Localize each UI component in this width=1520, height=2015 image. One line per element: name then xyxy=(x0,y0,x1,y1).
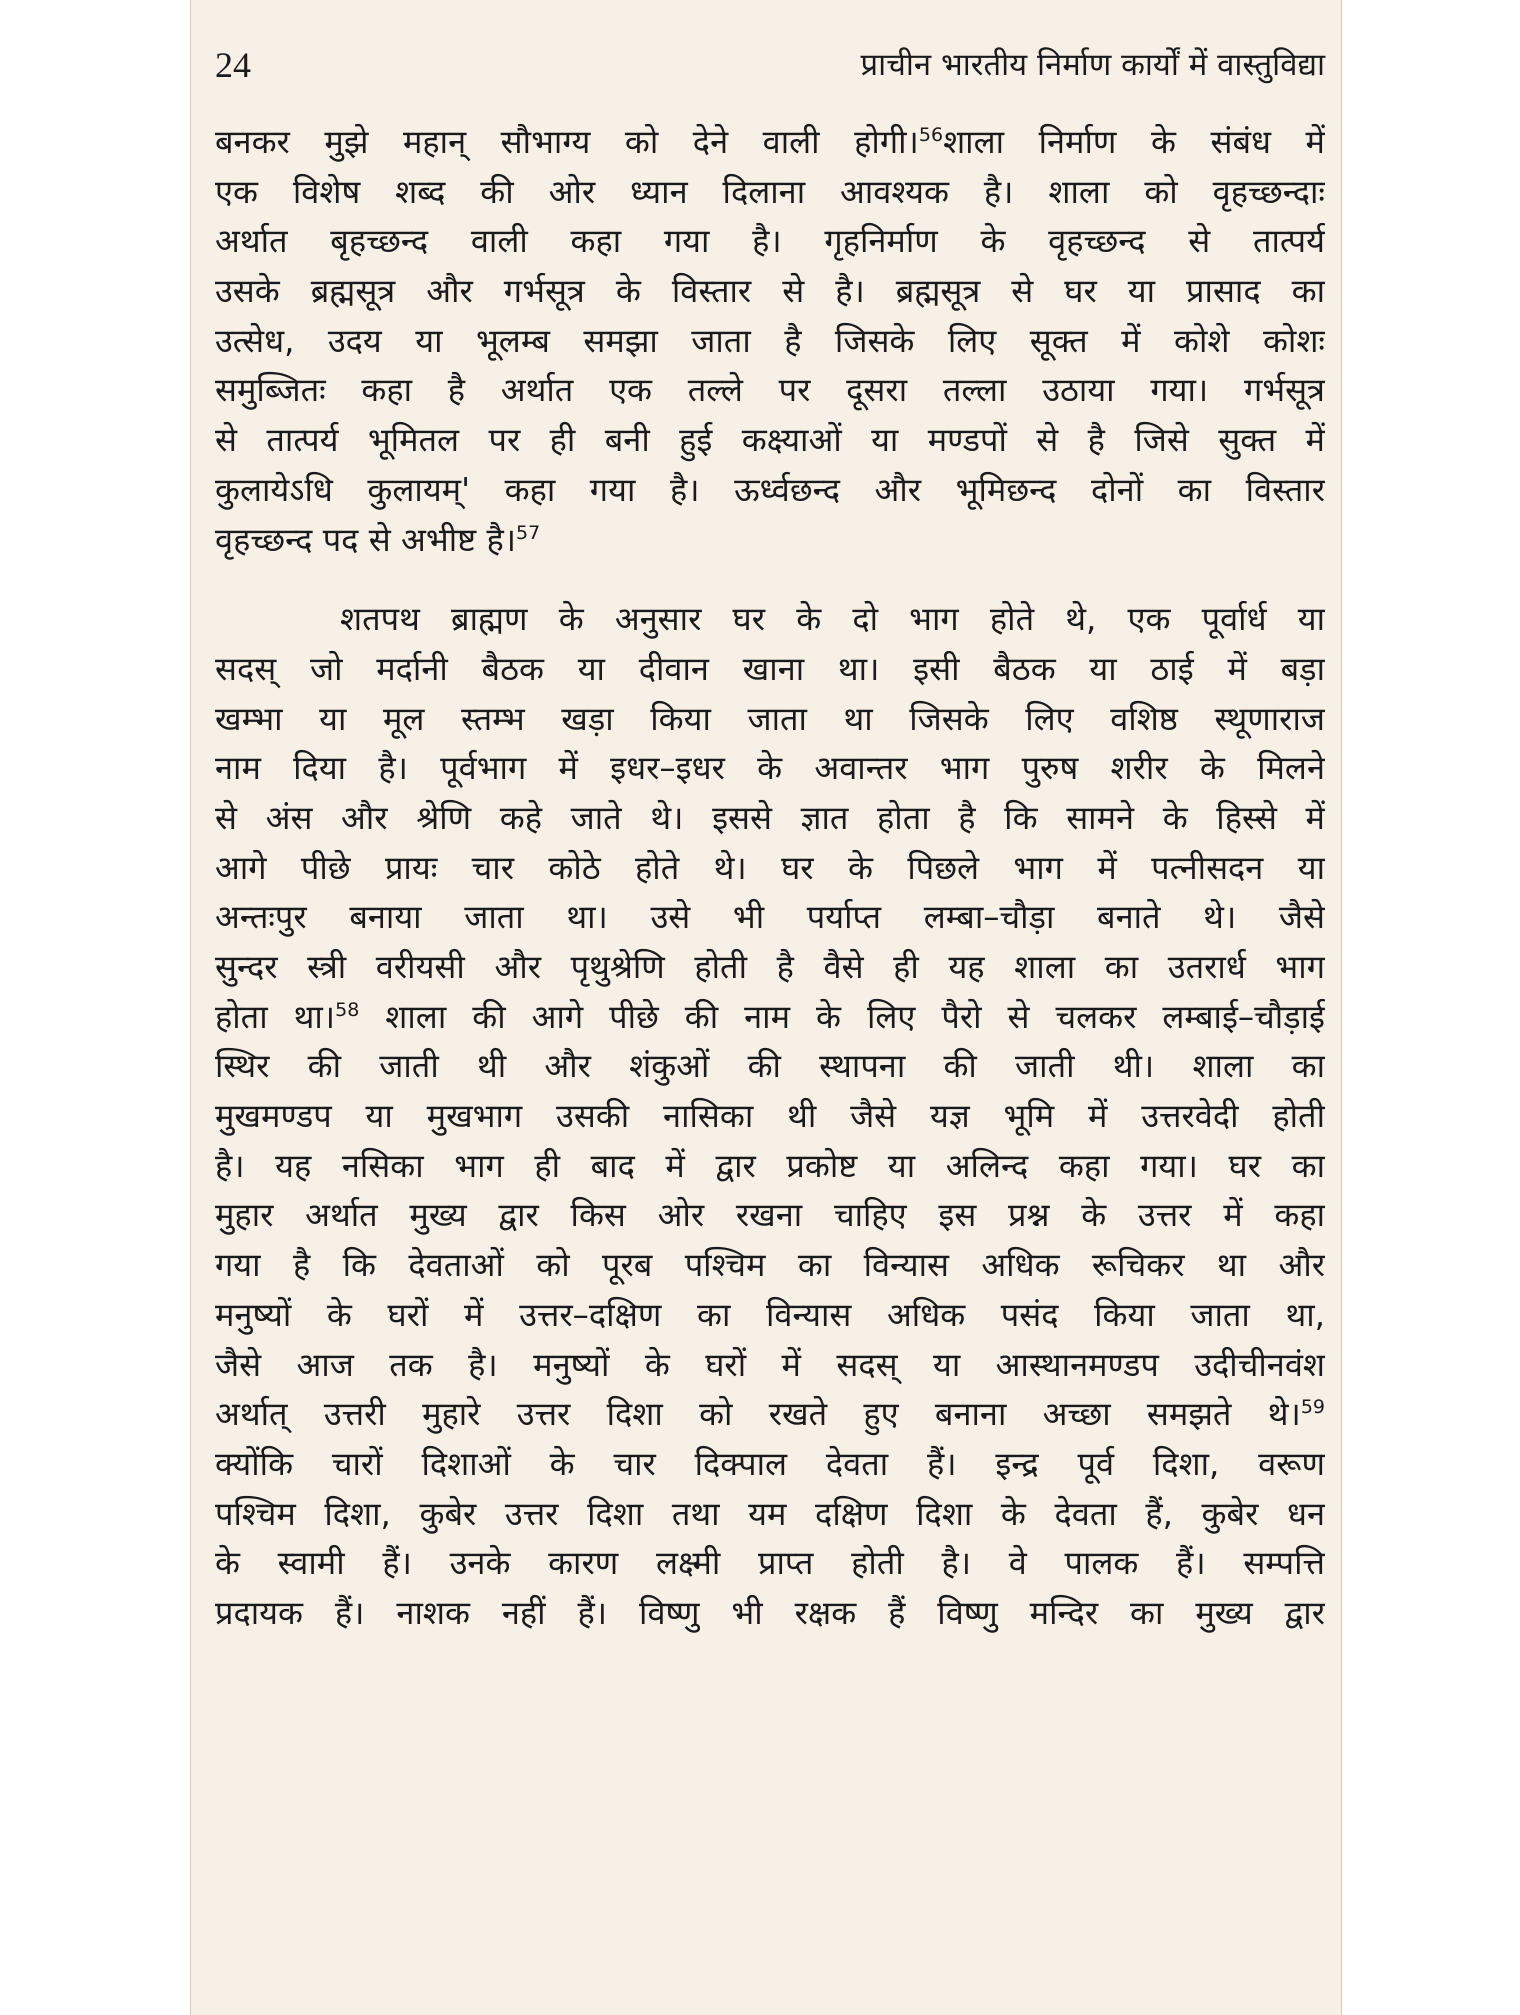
page-number: 24 xyxy=(215,45,251,85)
text-line: जैसे आज तक है। मनुष्यों के घरों में सदस् या आस्थानमण्डप उदीचीनवंश xyxy=(215,1345,1325,1384)
text-line: प्रदायक हैं। नाशक नहीं हैं। विष्णु भी रक्षक हैं विष्णु मन्दिर का मुख्य द्वार xyxy=(215,1593,1325,1632)
text-line: सदस् जो मर्दानी बैठक या दीवान खाना था। इसी बैठक या ठाई में बड़ा xyxy=(215,649,1325,688)
text-line: होता था।$^{58}$ शाला की आगे पीछे की नाम के लिए पैरो से चलकर लम्बाई–चौड़ाई xyxy=(215,997,1325,1036)
text-line: खम्भा या मूल स्तम्भ खड़ा किया जाता था जिसके लिए वशिष्ठ स्थूणाराज xyxy=(215,699,1325,738)
text-line: अर्थात बृहच्छन्द वाली कहा गया है। गृहनिर्माण के वृहच्छन्द से तात्पर्य xyxy=(215,222,1325,261)
text-line: नाम दिया है। पूर्वभाग में इधर–इधर के अवान्तर भाग पुरुष शरीर के मिलने xyxy=(215,749,1325,788)
text-line: एक विशेष शब्द की ओर ध्यान दिलाना आवश्यक है। शाला को वृहच्छन्दाः xyxy=(215,172,1325,211)
footnote-marker: 58 xyxy=(335,998,360,1021)
body-text xyxy=(215,118,1325,1639)
text-line: मनुष्यों के घरों में उत्तर–दक्षिण का विन्यास अधिक पसंद किया जाता था, xyxy=(215,1295,1325,1334)
text-line: बनकर मुझे महान् सौभाग्य को देने वाली होगी।$^{56}$शाला निर्माण के संबंध में xyxy=(215,123,1325,161)
text-line: शतपथ ब्राह्मण के अनुसार घर के दो भाग होते थे, एक पूर्वार्ध या xyxy=(340,600,1325,639)
text-line: मुखमण्डप या मुखभाग उसकी नासिका थी जैसे यज्ञ भूमि में उत्तरवेदी होती xyxy=(215,1097,1325,1136)
text-line: गया है कि देवताओं को पूरब पश्चिम का विन्यास अधिक रूचिकर था और xyxy=(215,1246,1325,1285)
page-header xyxy=(215,40,1325,100)
text-line: से अंस और श्रेणि कहे जाते थे। इससे ज्ञात होता है कि सामने के हिस्से में xyxy=(215,798,1325,837)
text-line: अन्तःपुर बनाया जाता था। उसे भी पर्याप्त लम्बा–चौड़ा बनाते थे। जैसे xyxy=(215,898,1325,937)
text-line: से तात्पर्य भूमितल पर ही बनी हुई कक्ष्याओं या मण्डपों से है जिसे सुक्त में xyxy=(215,421,1325,460)
footnote-marker: 56 xyxy=(918,124,944,147)
text-line: मुहार अर्थात मुख्य द्वार किस ओर रखना चाहिए इस प्रश्न के उत्तर में कहा xyxy=(215,1196,1325,1235)
text-line: है। यह नसिका भाग ही बाद में द्वार प्रकोष्ट या अलिन्द कहा गया। घर का xyxy=(215,1146,1325,1185)
text-line: उसके ब्रह्मसूत्र और गर्भसूत्र के विस्तार से है। ब्रह्मसूत्र से घर या प्रासाद का xyxy=(215,272,1325,311)
text-line: समुब्जितः कहा है अर्थात एक तल्ले पर दूसरा तल्ला उठाया गया। गर्भसूत्र xyxy=(215,371,1325,410)
footnote-marker: 59 xyxy=(1300,1396,1325,1419)
text-line: उत्सेध, उदय या भूलम्ब समझा जाता है जिसके लिए सूक्त में कोशे कोशः xyxy=(215,321,1325,360)
text-line: वृहच्छन्द पद से अभीष्ट है।$^{57}$ xyxy=(215,520,541,559)
text-line: सुन्दर स्त्री वरीयसी और पृथुश्रेणि होती है वैसे ही यह शाला का उतरार्ध भाग xyxy=(215,948,1325,986)
footnote-marker: 57 xyxy=(516,521,541,544)
text-line: कुलायेऽधि कुलायम्' कहा गया है। ऊर्ध्वछन्द और भूमिछन्द दोनों का विस्तार xyxy=(215,470,1325,509)
text-line: स्थिर की जाती थी और शंकुओं की स्थापना की जाती थी। शाला का xyxy=(215,1047,1325,1086)
running-title: प्राचीन भारतीय निर्माण कार्यों में वास्तुविद्या xyxy=(860,47,1325,83)
text-line: आगे पीछे प्रायः चार कोठे होते थे। घर के पिछले भाग में पत्नीसदन या xyxy=(215,848,1325,887)
text-line: के स्वामी हैं। उनके कारण लक्ष्मी प्राप्त होती है। वे पालक हैं। सम्पत्ति xyxy=(215,1544,1325,1583)
text-line: अर्थात् उत्तरी मुहारे उत्तर दिशा को रखते हुए बनाना अच्छा समझते थे।$^{59}$ xyxy=(215,1395,1325,1434)
text-line: पश्चिम दिशा, कुबेर उत्तर दिशा तथा यम दक्षिण दिशा के देवता हैं, कुबेर धन xyxy=(215,1494,1325,1533)
text-line: क्योंकि चारों दिशाओं के चार दिक्पाल देवता हैं। इन्द्र पूर्व दिशा, वरूण xyxy=(215,1444,1325,1483)
